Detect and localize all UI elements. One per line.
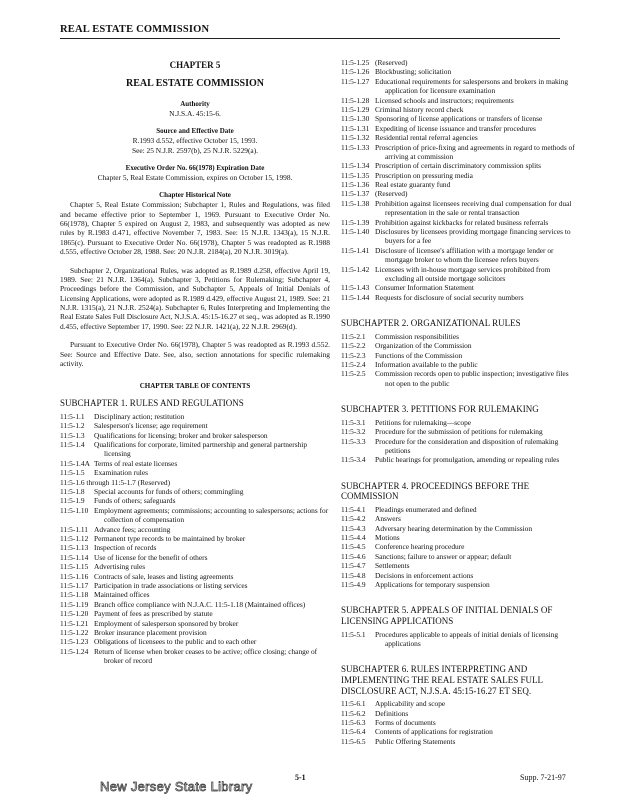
page-number: 5-1: [295, 773, 306, 782]
toc-entry-title: Special accounts for funds of others; commingling: [94, 487, 244, 497]
toc-entry-number: 11:5-1.32: [341, 133, 370, 143]
source-line-1: R.1993 d.552, effective October 15, 1993.: [132, 136, 258, 146]
toc-entry: [341, 505, 576, 514]
expiration-text: Chapter 5, Real Estate Commission, expires on October 15, 1998.: [97, 172, 293, 182]
toc-entry-number: 11:5-6.4: [341, 727, 366, 737]
toc-entry-title: Proscription on pressuring media: [375, 170, 473, 180]
toc-entry-number: 11:5-1.37: [341, 189, 370, 199]
toc-entry-title: Public Offering Statements: [375, 736, 456, 746]
toc-entry-number: 11:5-1.19: [60, 599, 89, 609]
toc-entry: [60, 431, 330, 440]
toc-entry-number: 11:5-1.25: [341, 58, 370, 67]
toc-entry: [341, 124, 576, 133]
toc-entry-number: 11:5-1.27: [341, 76, 370, 86]
toc-entry: [60, 525, 330, 534]
toc-entry-number: 11:5-1.28: [341, 95, 370, 105]
toc-entry-title: Applicability and scope: [375, 699, 446, 709]
toc-entry-number: 11:5-1.14: [60, 552, 89, 562]
toc-entry-number: 11:5-4.7: [341, 561, 366, 571]
subchapter-1-list: [60, 412, 330, 666]
chapter-number: CHAPTER 5: [169, 60, 221, 70]
subchapter-4-list: [341, 505, 576, 590]
toc-entry-title: Public hearings for promulgation, amending or repealing rules: [375, 455, 560, 465]
toc-entry-title: Use of license for the benefit of others: [94, 552, 208, 562]
authority-text: N.J.S.A. 45:15-6.: [169, 108, 221, 118]
toc-entry-title: Blockbusting; solicitation: [375, 67, 452, 77]
subchapter-3-heading: SUBCHAPTER 3. PETITIONS FOR RULEMAKING: [341, 404, 539, 415]
toc-entry: [60, 412, 330, 421]
toc-entry-title: Real estate guaranty fund: [375, 180, 451, 190]
toc-entry-number: 11:5-1.30: [341, 114, 370, 124]
toc-entry-title: Contents of applications for registration: [375, 727, 493, 737]
toc-entry-title: Criminal history record check: [375, 104, 464, 114]
toc-entry-title: Employment of salesperson sponsored by broker: [94, 618, 239, 628]
toc-entry: [341, 133, 576, 142]
toc-entry: [341, 143, 576, 162]
toc-entry: [341, 727, 576, 736]
toc-entry: [60, 478, 330, 487]
toc-entry: [341, 524, 576, 533]
toc-entry-number: 11:5-1.15: [60, 562, 89, 572]
toc-entry: [341, 630, 576, 649]
toc-entry: [341, 77, 576, 96]
subchapter-6-list: [341, 699, 576, 746]
supplement-date: Supp. 7-21-97: [520, 773, 566, 782]
subchapter-3-list: [341, 418, 576, 465]
toc-entry: [341, 341, 576, 350]
toc-entry-title: Proscription of price-fixing and agreements in regard to methods of arriving at commission: [375, 142, 575, 161]
toc-entry-title: Forms of documents: [375, 718, 436, 728]
subchapter-2-heading: SUBCHAPTER 2. ORGANIZATIONAL RULES: [341, 318, 521, 329]
toc-entry: [60, 421, 330, 430]
toc-entry-title: Educational requirements for salespersons and brokers in making application for licensure examination: [375, 76, 569, 96]
toc-entry-title: Examination rules: [94, 468, 148, 478]
toc-entry-number: 11:5-1.1: [60, 411, 85, 421]
right-column: [341, 58, 576, 746]
toc-entry-title: Expediting of license issuance and transfer procedures: [375, 123, 536, 133]
toc-entry-title: Employment agreements; commissions; accounting to salespersons; actions for collection of compensation: [94, 505, 329, 525]
subchapter-6-heading: SUBCHAPTER 6. RULES INTERPRETING AND IMPLEMENTING THE REAL ESTATE SALES FULL DISCLOSURE ACT, N.J.S.A. 45:15-16.27 ET SEQ.: [341, 664, 543, 696]
toc-entry-number: 11:5-1.21: [60, 618, 89, 628]
toc-entry: [341, 571, 576, 580]
toc-entry: [60, 609, 330, 618]
toc-entry: [60, 628, 330, 637]
toc-entry: [341, 709, 576, 718]
toc-entry-title: Participation in trade associations or listing services: [94, 580, 248, 590]
toc-entry: [341, 360, 576, 369]
toc-entry-title: Prohibition against licensees receiving dual compensation for dual representation in the sale or rental transaction: [375, 198, 572, 218]
toc-entry-title: Procedures applicable to appeals of initial denials of licensing applications: [375, 629, 559, 649]
toc-entry-number: 11:5-2.5: [341, 369, 366, 379]
toc-entry: [341, 699, 576, 708]
toc-entry-title: Procedure for the consideration and disposition of rulemaking petitions: [375, 436, 559, 455]
toc-entry-number: 11:5-1.6 through 11:5-1.7 (Reserved): [60, 477, 171, 487]
source-line-2: See: 25 N.J.R. 2597(b), 25 N.J.R. 5229(a).: [131, 145, 259, 155]
toc-entry-number: 11:5-1.39: [341, 217, 370, 227]
toc-entry: [60, 459, 330, 468]
toc-entry-number: 11:5-1.42: [341, 264, 370, 274]
toc-entry-title: Residential rental referral agencies: [375, 133, 478, 143]
toc-entry-title: Terms of real estate licenses: [94, 458, 178, 468]
history-paragraph-1: Chapter 5, Real Estate Commission; Subchapter 1, Rules and Regulations, was filed and became effective prior to September 1, 1969. Pursuant to Executive Order No. 66(1978), Chapter 5 expired on August 2, 1983, and subsequently was adopted as new rules by R.1983 d.471, effective November 7, 1983. See: 15 N.J.R. 1343(a), 15 N.J.R. 1865(c). Pursuant to Executive Order No. 66(1978), Chapter 5 was readopted as R.1988 d.555, effective October 28, 1988. See: 20 N.J.R. 2184(a), 20 N.J.R. 3019(a).: [60, 200, 330, 257]
toc-entry: [341, 189, 576, 198]
toc-entry-title: (Reserved): [375, 58, 408, 67]
toc-entry-title: Return of license when broker ceases to be active; office closing; change of broker of record: [94, 646, 318, 666]
expiration-heading: Executive Order No. 66(1978) Expiration Date: [125, 164, 265, 173]
subchapter-1-continued-list: [341, 58, 576, 302]
toc-entry-number: 11:5-4.6: [341, 551, 366, 561]
toc-entry: [341, 561, 576, 570]
toc-entry-number: 11:5-1.34: [341, 161, 370, 171]
subchapter-1-heading: SUBCHAPTER 1. RULES AND REGULATIONS: [60, 398, 244, 409]
toc-entry-number: 11:5-5.1: [341, 629, 366, 639]
source-heading: Source and Effective Date: [156, 127, 234, 136]
toc-entry: [341, 218, 576, 227]
toc-entry-number: 11:5-1.12: [60, 533, 89, 543]
toc-entry: [60, 543, 330, 552]
toc-entry-title: Information available to the public: [375, 359, 478, 369]
toc-entry-title: Definitions: [375, 708, 409, 718]
toc-entry: [341, 180, 576, 189]
toc-entry-title: Contracts of sale, leases and listing agreements: [94, 571, 234, 581]
toc-entry-title: Pleadings enumerated and defined: [375, 504, 477, 514]
subchapter-2-list: [341, 332, 576, 388]
toc-entry: [341, 246, 576, 265]
toc-entry-number: 11:5-1.43: [341, 283, 370, 293]
toc-entry: [341, 293, 576, 302]
toc-entry-title: Disclosures by licensees providing mortgage financing services to buyers for a fee: [375, 227, 571, 246]
toc-entry-number: 11:5-1.13: [60, 543, 89, 553]
toc-entry: [341, 351, 576, 360]
toc-entry: [341, 542, 576, 551]
toc-entry-title: Functions of the Commission: [375, 350, 463, 360]
toc-entry-title: Qualifications for corporate, limited partnership and general partnership licensing: [94, 440, 308, 459]
toc-entry: [60, 534, 330, 543]
toc-entry: [60, 496, 330, 505]
toc-entry: [341, 369, 576, 388]
toc-entry-number: 11:5-3.1: [341, 417, 366, 427]
toc-entry: [341, 737, 576, 746]
toc-entry: [60, 619, 330, 628]
authority-heading: Authority: [180, 100, 210, 109]
toc-entry-number: 11:5-1.38: [341, 198, 370, 208]
toc-entry-number: 11:5-1.9: [60, 496, 85, 506]
library-stamp: New Jersey State Library: [100, 779, 253, 794]
toc-entry-title: Prohibition against kickbacks for related business referrals: [375, 217, 549, 227]
toc-entry-number: 11:5-6.2: [341, 708, 366, 718]
toc-entry: [341, 418, 576, 427]
toc-entry: [341, 58, 576, 67]
toc-entry-number: 11:5-3.4: [341, 455, 366, 465]
toc-entry: [341, 199, 576, 218]
running-header: REAL ESTATE COMMISSION: [60, 24, 560, 39]
toc-entry-number: 11:5-1.20: [60, 609, 89, 619]
toc-entry: [60, 572, 330, 581]
toc-entry-number: 11:5-1.22: [60, 627, 89, 637]
toc-entry-title: Commission responsibilities: [375, 331, 459, 341]
toc-entry: [60, 506, 330, 525]
toc-entry-title: Qualifications for licensing; broker and broker salesperson: [94, 430, 268, 440]
toc-entry-title: Motions: [375, 533, 400, 543]
chapter-title: REAL ESTATE COMMISSION: [126, 78, 264, 90]
toc-entry-number: 11:5-2.3: [341, 350, 366, 360]
subchapter-5-list: [341, 630, 576, 649]
toc-entry-title: Decisions in enforcement actions: [375, 570, 474, 580]
toc-entry-title: Conference hearing procedure: [375, 542, 465, 552]
toc-entry-number: 11:5-1.17: [60, 580, 89, 590]
toc-entry: [341, 514, 576, 523]
toc-entry: [341, 437, 576, 456]
toc-entry-number: 11:5-1.4: [60, 440, 85, 450]
toc-entry-number: 11:5-1.18: [60, 590, 89, 600]
toc-entry-number: 11:5-1.24: [60, 646, 89, 656]
toc-entry: [341, 455, 576, 464]
toc-entry: [341, 105, 576, 114]
toc-entry-number: 11:5-1.41: [341, 245, 370, 255]
toc-entry-title: Licensed schools and instructors; requirements: [375, 95, 514, 105]
toc-entry: [60, 487, 330, 496]
toc-entry: [341, 332, 576, 341]
toc-entry: [341, 161, 576, 170]
toc-entry-title: Funds of others; safeguards: [94, 496, 176, 506]
toc-entry: [60, 647, 330, 666]
toc-entry: [341, 96, 576, 105]
toc-entry-number: 11:5-1.10: [60, 505, 89, 515]
toc-entry-title: Petitions for rulemaking—scope: [375, 417, 472, 427]
toc-entry-title: Broker insurance placement provision: [94, 627, 207, 637]
toc-entry-title: Procedure for the submission of petitions for rulemaking: [375, 427, 543, 437]
toc-entry-number: 11:5-1.44: [341, 292, 370, 302]
toc-entry-title: Commission records open to public inspection; investigative files not open to the public: [375, 369, 569, 388]
toc-entry-number: 11:5-4.1: [341, 504, 366, 514]
toc-entry: [341, 552, 576, 561]
toc-entry-number: 11:5-4.3: [341, 523, 366, 533]
toc-entry-number: 11:5-3.3: [341, 436, 366, 446]
toc-entry-title: Disclosure of licensee's affiliation with a mortgage lender or mortgage broker to whom the licensee refers buyers: [375, 245, 554, 265]
toc-entry-number: 11:5-1.3: [60, 430, 85, 440]
toc-entry: [60, 600, 330, 609]
toc-entry: [341, 265, 576, 284]
toc-entry-number: 11:5-1.29: [341, 104, 370, 114]
history-paragraph-3: Pursuant to Executive Order No. 66(1978), Chapter 5 was readopted as R.1993 d.552. See: Source and Effective Date. See, also, section annotations for specific rulemaking activity.: [60, 340, 330, 369]
toc-entry-number: 11:5-1.33: [341, 142, 370, 152]
toc-entry-number: 11:5-1.2: [60, 421, 85, 431]
toc-entry-number: 11:5-6.1: [341, 699, 366, 709]
toc-entry: [341, 171, 576, 180]
toc-entry-number: 11:5-1.40: [341, 227, 370, 237]
toc-entry: [341, 114, 576, 123]
toc-entry-number: 11:5-1.26: [341, 67, 370, 77]
toc-entry-number: 11:5-1.11: [60, 524, 88, 534]
toc-entry-number: 11:5-4.9: [341, 580, 366, 590]
toc-entry-number: 11:5-1.5: [60, 468, 85, 478]
toc-entry-title: [170, 478, 330, 487]
history-heading: Chapter Historical Note: [159, 191, 231, 200]
toc-entry-number: 11:5-3.2: [341, 427, 366, 437]
toc-entry-number: 11:5-4.2: [341, 514, 366, 524]
toc-entry-title: Organization of the Commission: [375, 341, 472, 351]
toc-entry-number: 11:5-2.4: [341, 359, 366, 369]
toc-entry-title: Sanctions; failure to answer or appear; default: [375, 551, 512, 561]
toc-entry-title: Maintained offices: [94, 590, 150, 600]
toc-entry-title: Obligations of licensees to the public and to each other: [94, 637, 257, 647]
toc-entry-number: 11:5-4.5: [341, 542, 366, 552]
toc-entry-title: (Reserved): [375, 189, 408, 199]
toc-entry: [60, 468, 330, 477]
toc-entry-number: 11:5-1.16: [60, 571, 89, 581]
toc-heading: CHAPTER TABLE OF CONTENTS: [139, 382, 251, 391]
toc-entry-number: 11:5-6.5: [341, 736, 366, 746]
toc-entry: [60, 440, 330, 459]
toc-entry: [341, 427, 576, 436]
toc-entry-number: 11:5-1.23: [60, 637, 89, 647]
toc-entry: [60, 581, 330, 590]
toc-entry-title: Disciplinary action; restitution: [94, 411, 185, 421]
toc-entry-title: Proscription of certain discriminatory commission splits: [375, 161, 542, 171]
toc-entry: [60, 590, 330, 599]
toc-entry: [341, 718, 576, 727]
toc-entry-title: Requests for disclosure of social security numbers: [375, 292, 524, 302]
toc-entry-title: Answers: [375, 514, 401, 524]
toc-entry-number: 11:5-1.31: [341, 123, 370, 133]
subchapter-5-heading: SUBCHAPTER 5. APPEALS OF INITIAL DENIALS OF LICENSING APPLICATIONS: [341, 605, 553, 627]
toc-entry: [60, 562, 330, 571]
subchapter-4-heading: SUBCHAPTER 4. PROCEEDINGS BEFORE THE COMMISSION: [341, 480, 530, 502]
toc-entry-number: 11:5-2.1: [341, 331, 366, 341]
toc-entry: [341, 283, 576, 292]
toc-entry: [341, 533, 576, 542]
toc-entry-number: 11:5-6.3: [341, 718, 366, 728]
toc-entry-number: 11:5-2.2: [341, 341, 366, 351]
toc-entry-number: 11:5-1.35: [341, 170, 370, 180]
toc-entry-title: Permanent type records to be maintained by broker: [94, 533, 246, 543]
toc-entry-title: Advance fees; accounting: [94, 524, 171, 534]
toc-entry-title: Adversary hearing determination by the Commission: [375, 523, 533, 533]
toc-entry: [60, 637, 330, 646]
toc-entry-title: Sponsoring of license applications or transfers of license: [375, 114, 543, 124]
toc-entry-number: 11:5-4.4: [341, 533, 366, 543]
toc-entry-title: Advertising rules: [94, 562, 146, 572]
toc-entry-number: 11:5-1.8: [60, 487, 85, 497]
toc-entry: [341, 580, 576, 589]
toc-entry: [341, 227, 576, 246]
toc-entry-title: Applications for temporary suspension: [375, 580, 490, 590]
toc-entry-title: Settlements: [375, 561, 410, 571]
toc-entry: [341, 67, 576, 76]
toc-entry-number: 11:5-4.8: [341, 570, 366, 580]
toc-entry-title: Inspection of records: [94, 543, 157, 553]
toc-entry-number: 11:5-1.36: [341, 180, 370, 190]
toc-entry: [60, 553, 330, 562]
toc-entry-title: Consumer Information Statement: [375, 283, 474, 293]
left-column: [60, 60, 330, 665]
toc-entry-title: Branch office compliance with N.J.A.C. 11:5-1.18 (Maintained offices): [94, 599, 306, 609]
history-paragraph-2: Subchapter 2, Organizational Rules, was adopted as R.1989 d.258, effective April 19, 1989. See: 21 N.J.R. 1364(a). Subchapter 3, Petitions for Rulemaking; Subchapter 4, Proceedings before the Commission, and Subchapter 5, Appeals of Initial Denials of Licensing Applications, were adopted as R.1989 d.429, effective August 21, 1989. See: 21 N.J.R. 1315(a), 21 N.J.R. 2524(a). Subchapter 6, Rules Interpreting and Implementing the Real Estate Sales Full Disclosure Act, N.J.S.A. 45:15-16.27 et seq., was adopted as R.1990 d.455, effective September 17, 1990. See: 22 N.J.R. 1421(a), 22 N.J.R. 2969(d).: [60, 265, 330, 331]
toc-entry-title: Licensees with in-house mortgage services prohibited from excluding all outside mortgage solicitors: [375, 264, 551, 283]
toc-entry-number: 11:5-1.4A: [60, 458, 90, 468]
toc-entry-title: Payment of fees as prescribed by statute: [94, 609, 213, 619]
toc-entry-title: Salesperson's license; age requirement: [94, 421, 208, 431]
